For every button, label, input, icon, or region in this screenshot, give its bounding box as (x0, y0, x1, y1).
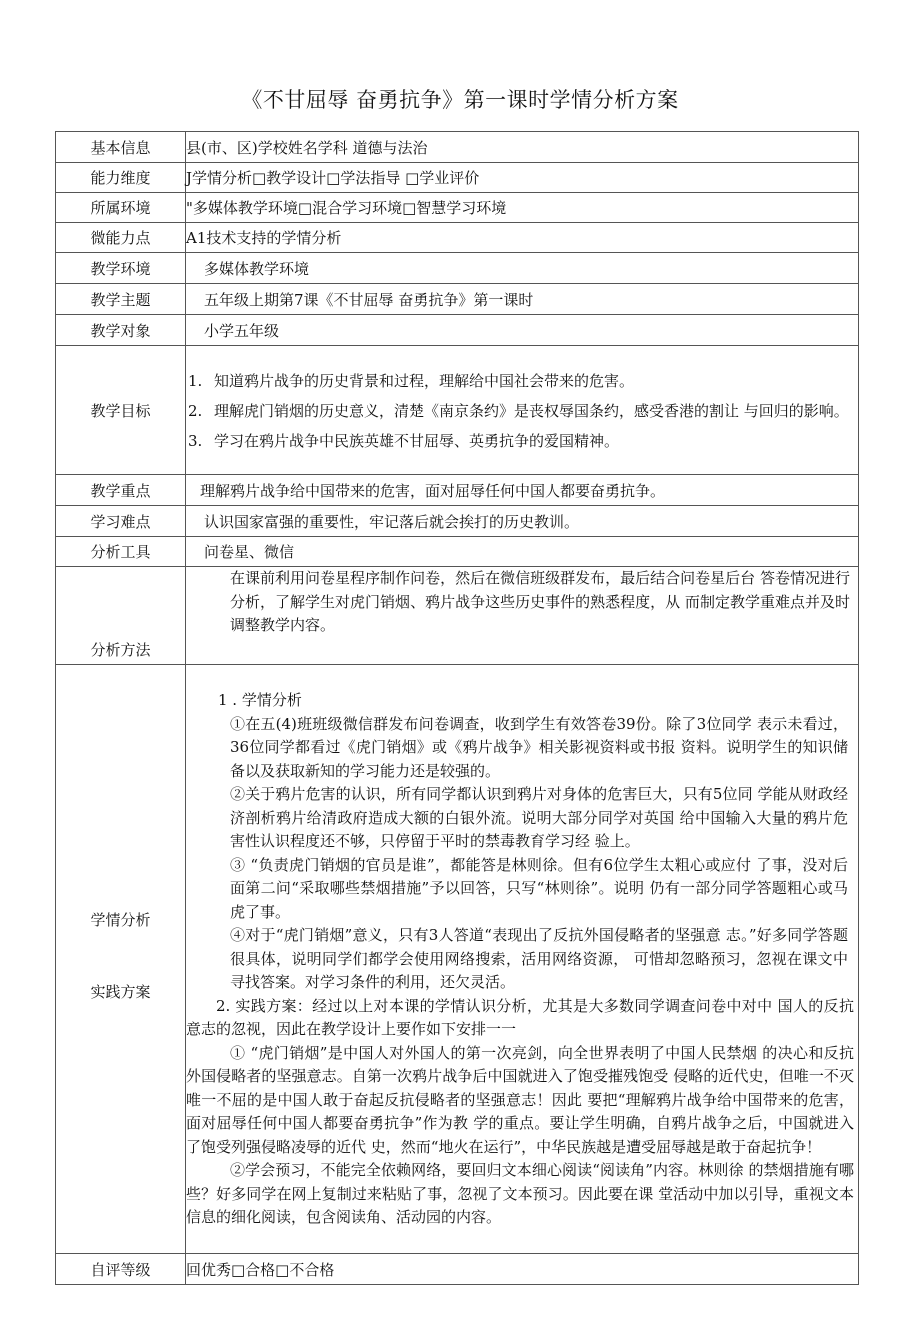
row-value-key-point: 理解鸦片战争给中国带来的危害，面对屈辱任何中国人都要奋勇抗争。 (186, 475, 859, 506)
table-row (56, 163, 859, 193)
row-value-target: 小学五年级 (186, 315, 859, 346)
method-text: 在课前利用问卷星程序制作问卷，然后在微信班级群发布，最后结合问卷星后台 答卷情况进行分析，了解学生对虎门销烟、鸦片战争这些历史事件的熟悉程度，从 而制定教学重难点并及时调整教学内容。 (230, 569, 850, 634)
row-value-self-eval: 回优秀□合格□不合格 (186, 1254, 859, 1285)
row-label-environment-type: 所属环境 (56, 193, 186, 223)
row-label-key-point: 教学重点 (56, 475, 186, 506)
table-row (56, 193, 859, 223)
row-value-basic: 县(市、区)学校姓名学科 道德与法治 (186, 132, 859, 163)
page-title: 《不甘屈辱 奋勇抗争》第一课时学情分析方案 (241, 88, 679, 112)
row-value-micro-point: A1技术支持的学情分析 (186, 223, 859, 253)
table-row (56, 132, 859, 163)
row-label-basic: 基本信息 (56, 132, 186, 163)
analysis-paragraph-2: ②关于鸦片危害的认识，所有同学都认识到鸦片对身体的危害巨大，只有5位同 学能从财政经济剖析鸦片给清政府造成大额的白银外流。说明大部分同学对英国 给中国输入大量的鸦片危害性认识程度还不够，只停留于平时的禁毒教育学习经 验上。 (230, 785, 848, 850)
goal-number: 1. (188, 372, 203, 390)
table-row (56, 284, 859, 315)
row-value-difficulty: 认识国家富强的重要性，牢记落后就会挨打的历史教训。 (186, 506, 859, 537)
row-value-tools: 问卷星、微信 (186, 537, 859, 567)
row-label-analysis: 学情分析 (90, 911, 151, 929)
table-row (56, 223, 859, 253)
goal-text: 知道鸦片战争的历史背景和过程，理解给中国社会带来的危害。 (214, 372, 635, 390)
table-row (56, 567, 859, 665)
row-value-environment-type: "多媒体教学环境□混合学习环境□智慧学习环境 (186, 193, 859, 223)
row-label-target: 教学对象 (56, 315, 186, 346)
table-row (56, 506, 859, 537)
row-label-goals: 教学目标 (56, 346, 186, 475)
analysis-heading: 1 . 学情分析 (218, 691, 302, 709)
analysis-paragraph-4: ④对于“虎门销烟”意义，只有3人答道“表现出了反抗外国侵略者的坚强意 志。”好多同学答题很具体，说明同学们都学会使用网络搜索，活用网络资源， 可惜却忽略预习，忽视在课文中寻找答案。对学习条件的利用，还欠灵活。 (230, 926, 848, 991)
list-item (186, 366, 850, 396)
practice-paragraph-1: ① “虎门销烟”是中国人对外国人的第一次亮剑，向全世界表明了中国人民禁烟 的决心和反抗外国侵略者的坚强意志。自第一次鸦片战争后中国就进入了饱受摧残饱受 侵略的近代史，但唯一不灭唯一不屈的是中国人敢于奋起反抗侵略者的坚强意志！因此 要把“理解鸦片战争给中国带来的危害，面对屈辱任何中国人都要奋勇抗争”作为教 学的重点。要让学生明确，自鸦片战争之后，中国就进入了饱受列强侵略凌辱的近代 史，然而“地火在运行”，中华民族越是遭受屈辱越是敢于奋起抗争！ (186, 1043, 854, 1156)
goal-text: 理解虎门销烟的历史意义，清楚《南京条约》是丧权辱国条约，感受香港的割让 与回归的影响。 (214, 402, 849, 420)
list-item (186, 426, 850, 456)
table-row (56, 315, 859, 346)
analysis-table (55, 131, 859, 1285)
table-row (56, 665, 859, 1254)
row-label-analysis-cell (56, 665, 186, 1254)
analysis-paragraph-1: ①在五(4)班班级微信群发布问卷调查，收到学生有效答卷39份。除了3位同学 表示未看过，36位同学都看过《虎门销烟》或《鸦片战争》相关影视资料或书报 资料。说明学生的知识储备以及获取新知的学习能力还是较强的。 (230, 714, 848, 780)
row-label-practice: 实践方案 (90, 983, 151, 1001)
practice-paragraph-2: ②学会预习，不能完全依赖网络，要回归文本细心阅读“阅读角”内容。林则徐 的禁烟措施有哪些？好多同学在网上复制过来粘贴了事，忽视了文本预习。因此要在课 堂活动中加以引导，重视文本信息的细化阅读，包含阅读角、活动园的内容。 (186, 1161, 854, 1226)
row-value-topic: 五年级上期第7课《不甘屈辱 奋勇抗争》第一课时 (186, 284, 859, 315)
table-row (56, 475, 859, 506)
table-row (56, 1254, 859, 1285)
row-label-teach-env: 教学环境 (56, 253, 186, 284)
row-label-method: 分析方法 (90, 641, 151, 659)
row-value-teach-env: 多媒体教学环境 (186, 253, 859, 284)
row-label-topic: 教学主题 (56, 284, 186, 315)
row-label-self-eval: 自评等级 (56, 1254, 186, 1285)
goal-text: 学习在鸦片战争中民族英雄不甘屈辱、英勇抗争的爱国精神。 (214, 432, 620, 450)
goal-number: 3. (188, 432, 203, 450)
table-row (56, 346, 859, 475)
analysis-paragraph-3: ③ “负责虎门销烟的官员是谁”，都能答是林则徐。但有6位学生太粗心或应付 了事，没对后面第二问“采取哪些禁烟措施”予以回答，只写“林则徐”。说明 仍有一部分同学答题粗心或马虎了事。 (230, 855, 848, 921)
row-label-ability: 能力维度 (56, 163, 186, 193)
table-row (56, 253, 859, 284)
goal-number: 2. (188, 402, 203, 420)
row-label-difficulty: 学习难点 (56, 506, 186, 537)
row-label-tools: 分析工具 (56, 537, 186, 567)
row-label-method-cell (56, 567, 186, 665)
row-label-micro-point: 微能力点 (56, 223, 186, 253)
goals-list (186, 366, 850, 456)
table-row (56, 537, 859, 567)
list-item (186, 396, 850, 426)
row-value-ability: J学情分析□教学设计□学法指导 □学业评价 (186, 163, 859, 193)
practice-heading: 2. 实践方案：经过以上对本课的学情认识分析，尤其是大多数同学调查问卷中对中 国人的反抗意志的忽视，因此在教学设计上要作如下安排一一 (186, 996, 854, 1038)
